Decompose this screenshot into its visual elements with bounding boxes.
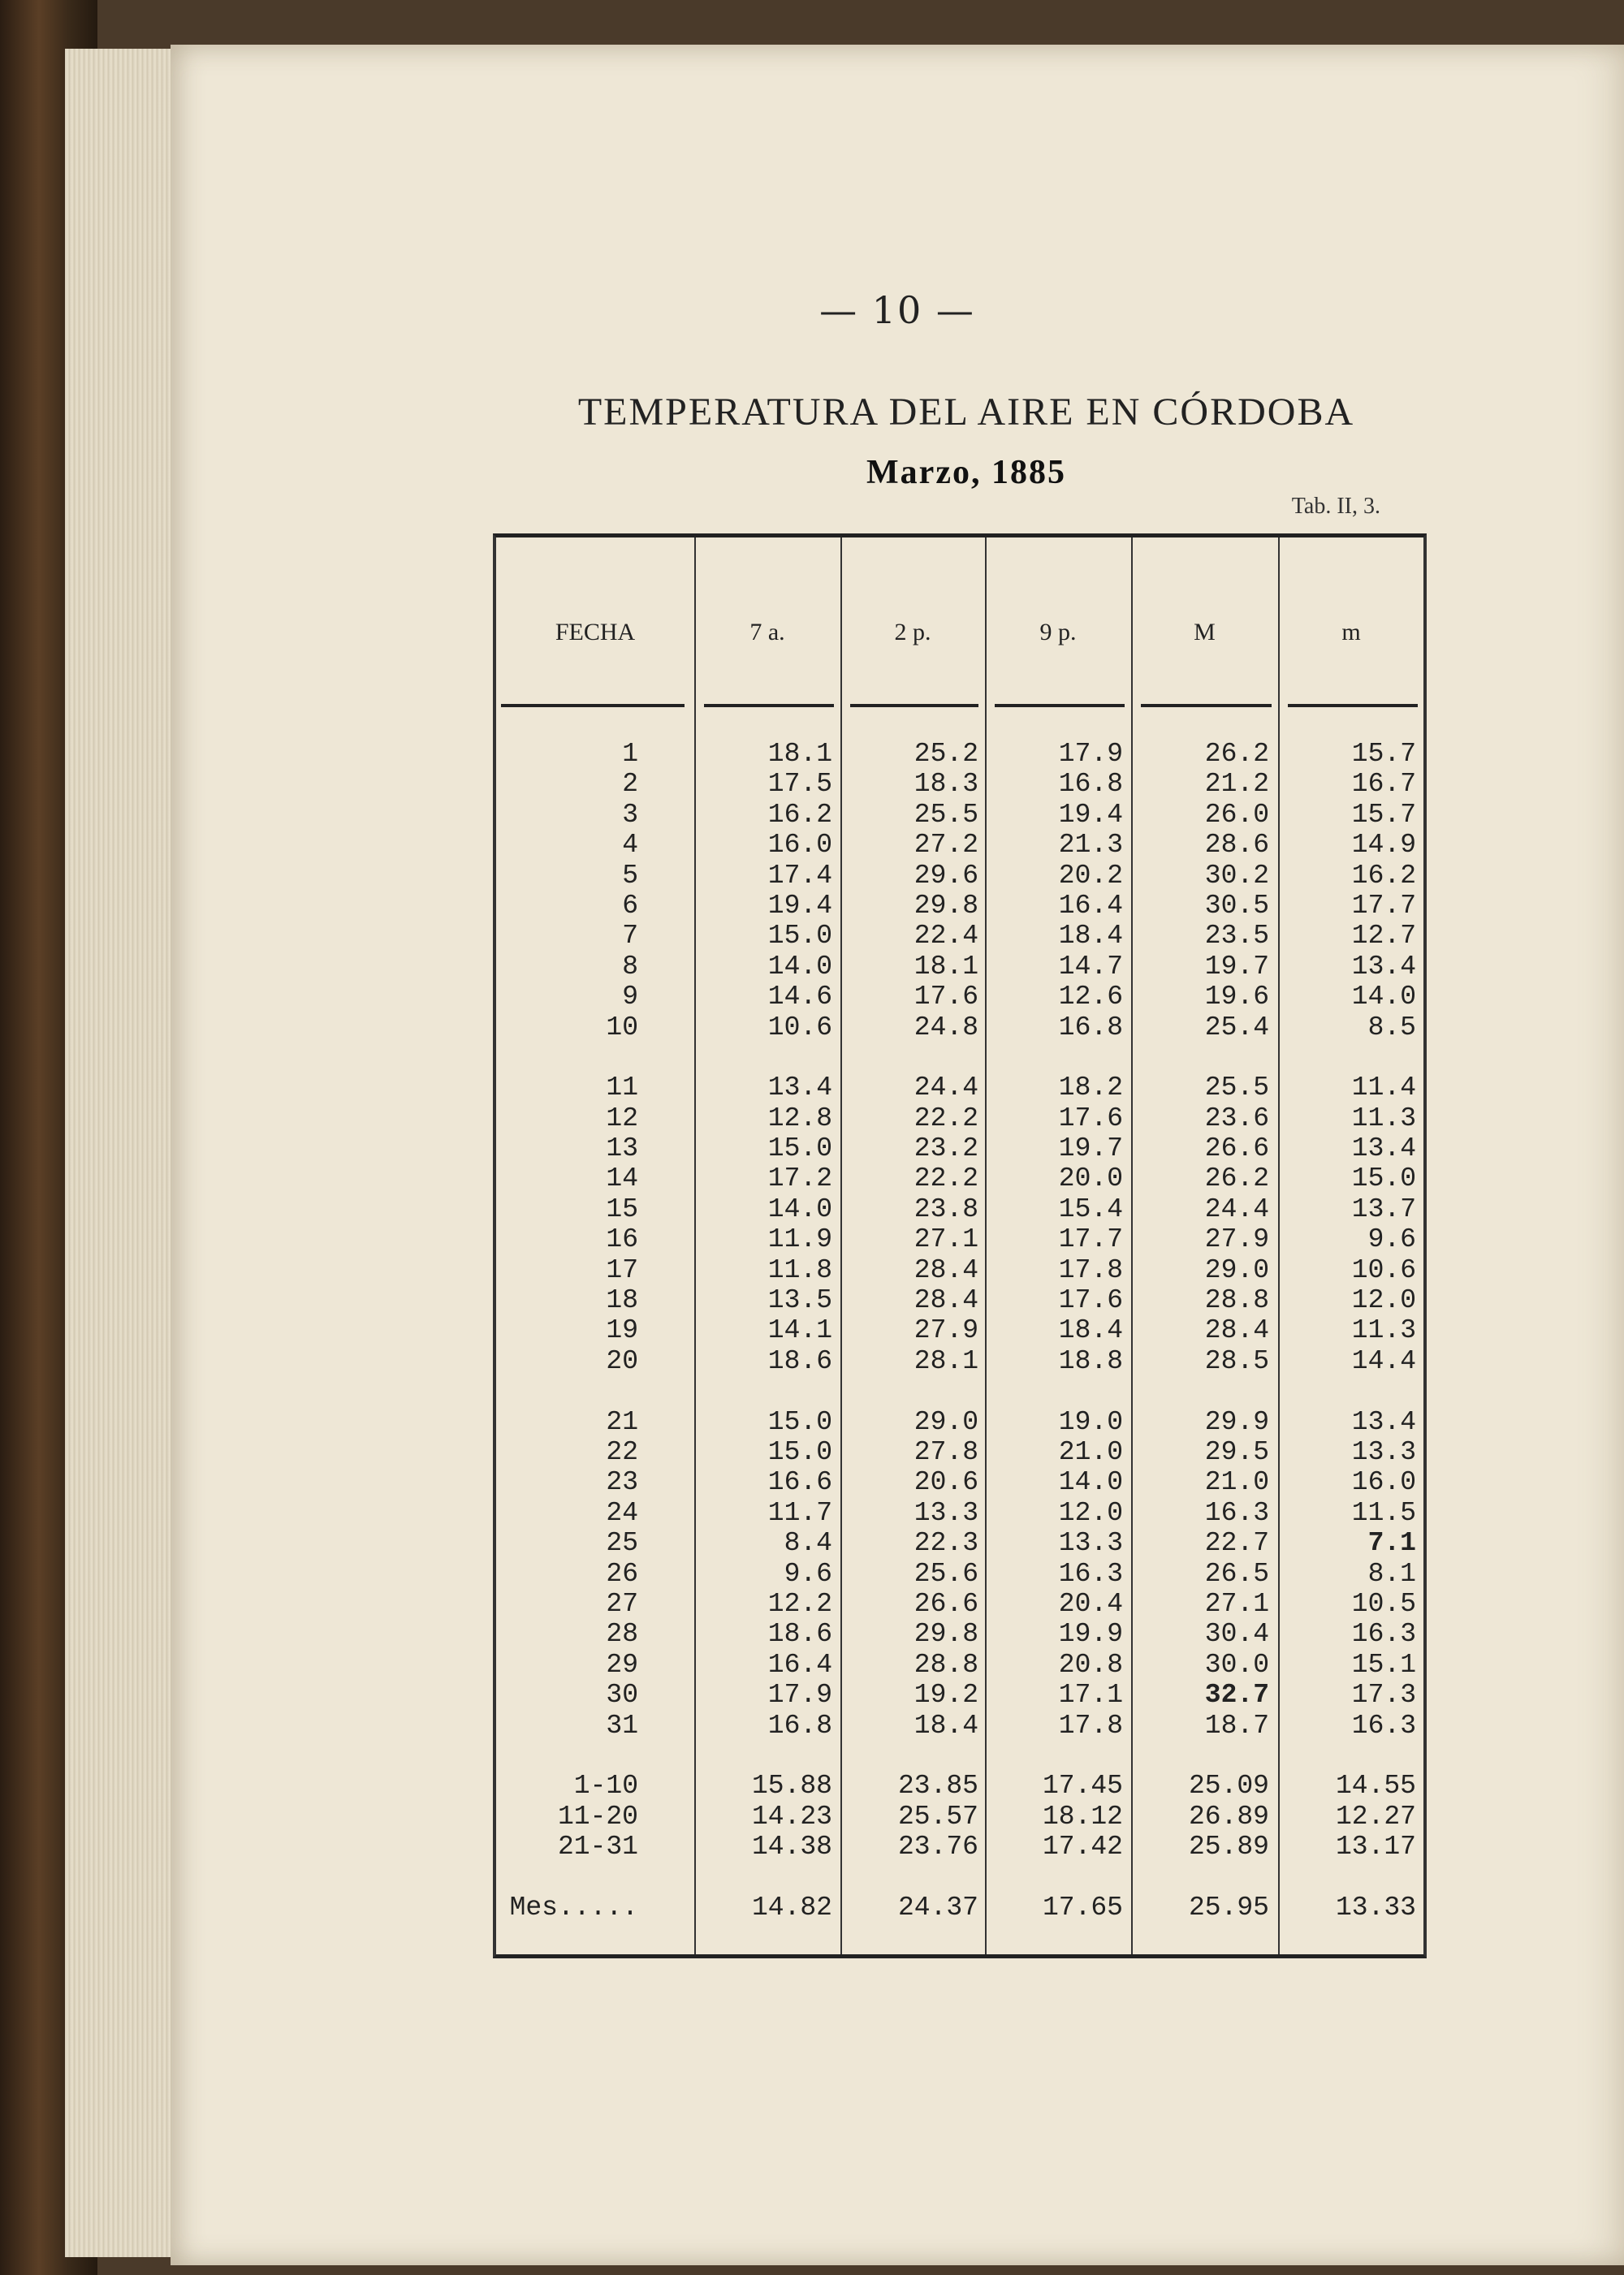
table-cell: 27.8 — [914, 1436, 978, 1467]
table-cell: 21.3 — [1058, 830, 1123, 861]
table-cell: 21-31 — [557, 1832, 638, 1863]
table-cell: 30 — [606, 1680, 638, 1711]
table-cell: 25.6 — [914, 1558, 978, 1589]
table-cell: 17.2 — [767, 1163, 832, 1194]
table-cell: 14.1 — [767, 1315, 832, 1346]
group-spacer — [1278, 1376, 1416, 1406]
group-spacer — [840, 1376, 978, 1406]
table-cell: 26.2 — [1204, 739, 1269, 769]
table-cell: 18.6 — [767, 1619, 832, 1650]
group-spacer — [694, 1376, 832, 1406]
table-cell: 15.4 — [1058, 1194, 1123, 1224]
table-cell: 13.3 — [1058, 1528, 1123, 1559]
table-cell: 25 — [606, 1528, 638, 1559]
column-header-7a: 7 a. — [749, 619, 785, 645]
table-cell: 17.1 — [1058, 1680, 1123, 1711]
table-cell: 20.8 — [1058, 1649, 1123, 1680]
table-cell: 15.0 — [767, 1436, 832, 1467]
table-cell: 29 — [606, 1649, 638, 1680]
table-cell: 30.2 — [1204, 860, 1269, 891]
table-cell: 26.0 — [1204, 799, 1269, 830]
table-reference: Tab. II, 3. — [1291, 494, 1380, 519]
table-cell: 16 — [606, 1224, 638, 1255]
table-cell: 20.2 — [1058, 860, 1123, 891]
table-cell: 11 — [606, 1073, 638, 1103]
table-cell: 28.6 — [1204, 830, 1269, 861]
table-cell: 19.6 — [1204, 982, 1269, 1012]
group-spacer — [985, 1862, 1123, 1892]
table-cell: 19.7 — [1058, 1133, 1123, 1164]
table-cell: 25.5 — [914, 799, 978, 830]
table-cell: 17.5 — [767, 769, 832, 800]
header-rule — [1288, 704, 1418, 707]
table-cell: 20 — [606, 1345, 638, 1376]
table-cell: 18.4 — [1058, 1315, 1123, 1346]
table-cell: 30.0 — [1204, 1649, 1269, 1680]
header-rule — [704, 704, 834, 707]
table-cell: 22.2 — [914, 1103, 978, 1133]
table-cell: 28.1 — [914, 1345, 978, 1376]
table-cell: 13.3 — [914, 1497, 978, 1528]
table-cell: 15.0 — [1351, 1163, 1416, 1194]
table-cell: 22.4 — [914, 921, 978, 952]
table-cell: 10 — [606, 1012, 638, 1043]
table-cell: 28.5 — [1204, 1345, 1269, 1376]
table-cell: 29.5 — [1204, 1436, 1269, 1467]
table-cell: 16.8 — [1058, 1012, 1123, 1043]
table-cell: 25.89 — [1188, 1832, 1269, 1863]
group-spacer — [985, 1741, 1123, 1771]
table-cell: 18.4 — [914, 1710, 978, 1741]
table-cell: 25.4 — [1204, 1012, 1269, 1043]
table-cell: 14.4 — [1351, 1345, 1416, 1376]
table-cell: 27.9 — [1204, 1224, 1269, 1255]
table-cell: 32.7 — [1204, 1680, 1269, 1711]
group-spacer — [985, 1376, 1123, 1406]
table-cell: 27 — [606, 1588, 638, 1619]
group-spacer — [1278, 1043, 1416, 1073]
table-cell: 29.8 — [914, 1619, 978, 1650]
group-spacer — [496, 1376, 638, 1406]
table-cell: 13.4 — [1351, 1133, 1416, 1164]
table-cell: 14 — [606, 1163, 638, 1194]
table-cell: 23.8 — [914, 1194, 978, 1224]
column-min — [1278, 739, 1416, 1923]
table-cell: 1 — [622, 739, 638, 769]
table-cell: 12 — [606, 1103, 638, 1133]
table-cell: Mes..... — [509, 1892, 638, 1923]
table-cell: 26.2 — [1204, 1163, 1269, 1194]
table-cell: 18.1 — [767, 739, 832, 769]
table-cell: 17.45 — [1042, 1771, 1123, 1802]
table-cell: 16.3 — [1058, 1558, 1123, 1589]
table-cell: 27.1 — [914, 1224, 978, 1255]
table-cell: 14.9 — [1351, 830, 1416, 861]
table-cell: 10.6 — [1351, 1254, 1416, 1285]
group-spacer — [496, 1862, 638, 1892]
table-cell: 28.8 — [914, 1649, 978, 1680]
table-cell: 24 — [606, 1497, 638, 1528]
table-cell: 17.4 — [767, 860, 832, 891]
table-cell: 10.6 — [767, 1012, 832, 1043]
table-cell: 15.0 — [767, 1406, 832, 1437]
table-cell: 7.1 — [1367, 1528, 1416, 1559]
table-cell: 13.4 — [1351, 1406, 1416, 1437]
table-cell: 18.6 — [767, 1345, 832, 1376]
table-cell: 11.8 — [767, 1254, 832, 1285]
table-cell: 12.0 — [1351, 1285, 1416, 1316]
column-header-fecha: FECHA — [555, 619, 636, 645]
table-cell: 18.2 — [1058, 1073, 1123, 1103]
page-title: TEMPERATURA DEL AIRE EN CÓRDOBA — [577, 391, 1355, 434]
table-cell: 17.8 — [1058, 1710, 1123, 1741]
table-cell: 23.2 — [914, 1133, 978, 1164]
table-cell: 13 — [606, 1133, 638, 1164]
table-cell: 21.2 — [1204, 769, 1269, 800]
table-cell: 18 — [606, 1285, 638, 1316]
group-spacer — [1131, 1043, 1269, 1073]
group-spacer — [694, 1043, 832, 1073]
table-cell: 13.5 — [767, 1285, 832, 1316]
table-cell: 15.0 — [767, 921, 832, 952]
table-cell: 16.6 — [767, 1467, 832, 1498]
table-cell: 17.6 — [1058, 1103, 1123, 1133]
group-spacer — [496, 1741, 638, 1771]
group-spacer — [840, 1862, 978, 1892]
table-cell: 16.3 — [1351, 1710, 1416, 1741]
table-cell: 26.6 — [914, 1588, 978, 1619]
table-cell: 12.0 — [1058, 1497, 1123, 1528]
table-cell: 18.7 — [1204, 1710, 1269, 1741]
table-cell: 20.6 — [914, 1467, 978, 1498]
table-cell: 23.5 — [1204, 921, 1269, 952]
table-cell: 25.95 — [1188, 1892, 1269, 1923]
page-stack-edge — [65, 49, 179, 2257]
table-cell: 17.6 — [914, 982, 978, 1012]
temperature-table — [493, 533, 1427, 1958]
table-cell: 29.8 — [914, 890, 978, 921]
column-fecha — [496, 739, 638, 1923]
group-spacer — [694, 1741, 832, 1771]
table-cell: 25.5 — [1204, 1073, 1269, 1103]
table-cell: 18.3 — [914, 769, 978, 800]
table-cell: 23.76 — [897, 1832, 978, 1863]
table-cell: 3 — [622, 799, 638, 830]
group-spacer — [1131, 1862, 1269, 1892]
table-cell: 2 — [622, 769, 638, 800]
table-cell: 19.0 — [1058, 1406, 1123, 1437]
table-cell: 14.0 — [1058, 1467, 1123, 1498]
table-cell: 28.4 — [1204, 1315, 1269, 1346]
table-cell: 23.6 — [1204, 1103, 1269, 1133]
table-cell: 14.38 — [751, 1832, 832, 1863]
table-cell: 26.89 — [1188, 1801, 1269, 1832]
table-cell: 16.0 — [1351, 1467, 1416, 1498]
column-header-2p: 2 p. — [894, 619, 931, 645]
page-subtitle: Marzo, 1885 — [866, 454, 1066, 491]
table-cell: 13.17 — [1335, 1832, 1416, 1863]
table-cell: 20.0 — [1058, 1163, 1123, 1194]
table-cell: 10.5 — [1351, 1588, 1416, 1619]
table-cell: 11.3 — [1351, 1315, 1416, 1346]
table-cell: 29.9 — [1204, 1406, 1269, 1437]
group-spacer — [985, 1043, 1123, 1073]
table-cell: 15.7 — [1351, 799, 1416, 830]
table-cell: 5 — [622, 860, 638, 891]
group-spacer — [1278, 1741, 1416, 1771]
table-cell: 26 — [606, 1558, 638, 1589]
column-2p — [840, 739, 978, 1923]
table-cell: 11.7 — [767, 1497, 832, 1528]
table-cell: 8.1 — [1367, 1558, 1416, 1589]
table-cell: 9 — [622, 982, 638, 1012]
table-cell: 12.27 — [1335, 1801, 1416, 1832]
table-cell: 18.4 — [1058, 921, 1123, 952]
header-rule — [501, 704, 685, 707]
table-cell: 15.7 — [1351, 739, 1416, 769]
table-cell: 14.6 — [767, 982, 832, 1012]
table-cell: 16.2 — [767, 799, 832, 830]
table-cell: 13.7 — [1351, 1194, 1416, 1224]
table-cell: 17.9 — [1058, 739, 1123, 769]
table-cell: 13.33 — [1335, 1892, 1416, 1923]
table-cell: 14.82 — [751, 1892, 832, 1923]
table-cell: 11.3 — [1351, 1103, 1416, 1133]
table-cell: 30.5 — [1204, 890, 1269, 921]
table-cell: 22.3 — [914, 1528, 978, 1559]
table-cell: 21.0 — [1058, 1436, 1123, 1467]
table-cell: 12.8 — [767, 1103, 832, 1133]
table-cell: 14.23 — [751, 1801, 832, 1832]
table-cell: 17.7 — [1351, 890, 1416, 921]
table-cell: 15.1 — [1351, 1649, 1416, 1680]
table-cell: 29.6 — [914, 860, 978, 891]
header-rule — [1141, 704, 1272, 707]
table-cell: 16.2 — [1351, 860, 1416, 891]
table-cell: 12.2 — [767, 1588, 832, 1619]
table-cell: 12.7 — [1351, 921, 1416, 952]
table-cell: 16.0 — [767, 830, 832, 861]
table-cell: 14.0 — [1351, 982, 1416, 1012]
group-spacer — [1278, 1862, 1416, 1892]
table-cell: 16.3 — [1351, 1619, 1416, 1650]
table-cell: 14.0 — [767, 951, 832, 982]
table-cell: 17.6 — [1058, 1285, 1123, 1316]
table-cell: 18.12 — [1042, 1801, 1123, 1832]
table-cell: 31 — [606, 1710, 638, 1741]
table-cell: 17 — [606, 1254, 638, 1285]
table-cell: 17.8 — [1058, 1254, 1123, 1285]
table-cell: 18.1 — [914, 951, 978, 982]
group-spacer — [496, 1043, 638, 1073]
table-cell: 27.2 — [914, 830, 978, 861]
table-cell: 18.8 — [1058, 1345, 1123, 1376]
table-cell: 19.4 — [767, 890, 832, 921]
table-cell: 22 — [606, 1436, 638, 1467]
table-cell: 13.4 — [767, 1073, 832, 1103]
table-cell: 9.6 — [784, 1558, 832, 1589]
table-cell: 19.7 — [1204, 951, 1269, 982]
table-cell: 28.4 — [914, 1254, 978, 1285]
table-cell: 17.3 — [1351, 1680, 1416, 1711]
column-header-min: m — [1341, 619, 1361, 645]
table-cell: 23.85 — [897, 1771, 978, 1802]
table-cell: 17.42 — [1042, 1832, 1123, 1863]
group-spacer — [840, 1043, 978, 1073]
group-spacer — [1131, 1741, 1269, 1771]
column-header-9p: 9 p. — [1039, 619, 1077, 645]
group-spacer — [840, 1741, 978, 1771]
table-cell: 22.2 — [914, 1163, 978, 1194]
table-cell: 28.8 — [1204, 1285, 1269, 1316]
table-cell: 16.7 — [1351, 769, 1416, 800]
table-cell: 23 — [606, 1467, 638, 1498]
table-cell: 17.65 — [1042, 1892, 1123, 1923]
table-cell: 16.4 — [767, 1649, 832, 1680]
column-header-max: M — [1194, 619, 1216, 645]
table-cell: 29.0 — [1204, 1254, 1269, 1285]
table-cell: 25.09 — [1188, 1771, 1269, 1802]
table-cell: 19.9 — [1058, 1619, 1123, 1650]
table-cell: 14.55 — [1335, 1771, 1416, 1802]
table-cell: 24.4 — [914, 1073, 978, 1103]
table-cell: 26.5 — [1204, 1558, 1269, 1589]
header-rule — [850, 704, 978, 707]
table-cell: 16.3 — [1204, 1497, 1269, 1528]
table-cell: 28 — [606, 1619, 638, 1650]
group-spacer — [1131, 1376, 1269, 1406]
column-7a — [694, 739, 832, 1923]
table-cell: 19 — [606, 1315, 638, 1346]
table-cell: 8.5 — [1367, 1012, 1416, 1043]
table-cell: 24.8 — [914, 1012, 978, 1043]
table-cell: 30.4 — [1204, 1619, 1269, 1650]
page-number: — 10 — — [819, 288, 975, 332]
table-cell: 15.88 — [751, 1771, 832, 1802]
table-cell: 11.5 — [1351, 1497, 1416, 1528]
table-cell: 13.4 — [1351, 951, 1416, 982]
table-cell: 15.0 — [767, 1133, 832, 1164]
table-cell: 25.2 — [914, 739, 978, 769]
table-cell: 9.6 — [1367, 1224, 1416, 1255]
table-cell: 24.4 — [1204, 1194, 1269, 1224]
table-cell: 17.9 — [767, 1680, 832, 1711]
column-9p — [985, 739, 1123, 1923]
table-cell: 4 — [622, 830, 638, 861]
table-cell: 19.2 — [914, 1680, 978, 1711]
table-cell: 11.9 — [767, 1224, 832, 1255]
table-cell: 16.8 — [1058, 769, 1123, 800]
table-cell: 25.57 — [897, 1801, 978, 1832]
table-cell: 14.0 — [767, 1194, 832, 1224]
table-cell: 12.6 — [1058, 982, 1123, 1012]
table-cell: 27.1 — [1204, 1588, 1269, 1619]
table-cell: 29.0 — [914, 1406, 978, 1437]
table-cell: 17.7 — [1058, 1224, 1123, 1255]
table-cell: 13.3 — [1351, 1436, 1416, 1467]
table-cell: 22.7 — [1204, 1528, 1269, 1559]
table-cell: 8.4 — [784, 1528, 832, 1559]
table-cell: 14.7 — [1058, 951, 1123, 982]
table-cell: 11.4 — [1351, 1073, 1416, 1103]
table-cell: 15 — [606, 1194, 638, 1224]
table-cell: 26.6 — [1204, 1133, 1269, 1164]
table-cell: 20.4 — [1058, 1588, 1123, 1619]
table-cell: 16.8 — [767, 1710, 832, 1741]
group-spacer — [694, 1862, 832, 1892]
column-max — [1131, 739, 1269, 1923]
book-page — [171, 45, 1624, 2265]
table-cell: 16.4 — [1058, 890, 1123, 921]
table-cell: 8 — [622, 951, 638, 982]
table-cell: 6 — [622, 890, 638, 921]
table-cell: 11-20 — [557, 1801, 638, 1832]
table-cell: 19.4 — [1058, 799, 1123, 830]
table-cell: 1-10 — [573, 1771, 638, 1802]
table-cell: 21 — [606, 1406, 638, 1437]
table-cell: 24.37 — [897, 1892, 978, 1923]
table-cell: 27.9 — [914, 1315, 978, 1346]
header-rule — [995, 704, 1125, 707]
table-cell: 7 — [622, 921, 638, 952]
table-cell: 28.4 — [914, 1285, 978, 1316]
table-cell: 21.0 — [1204, 1467, 1269, 1498]
